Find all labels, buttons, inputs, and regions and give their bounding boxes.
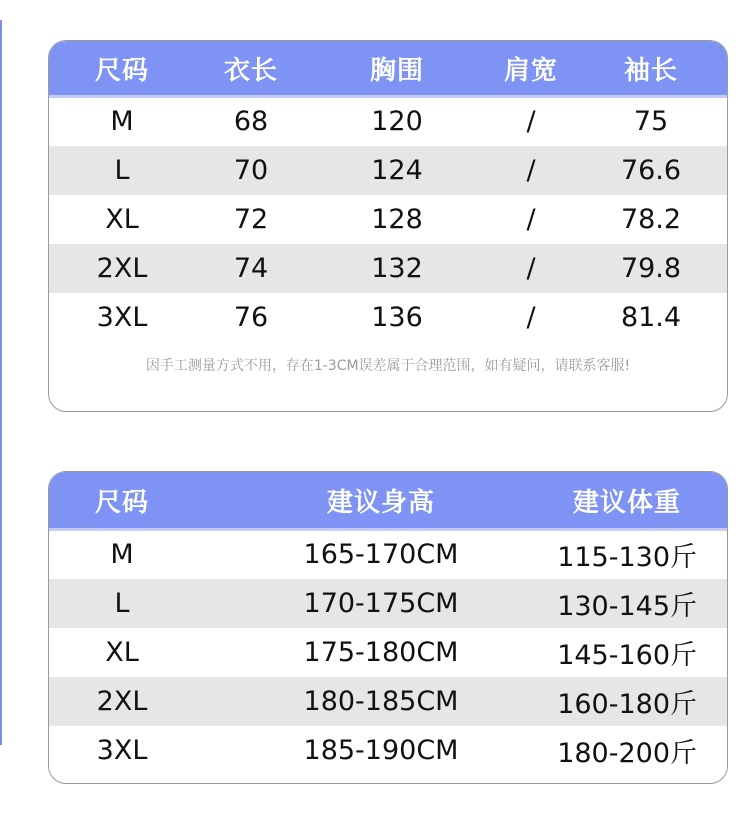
header-size: 尺码 <box>94 55 149 86</box>
table-row <box>49 97 727 146</box>
cell-height: 175-180CM <box>303 637 459 668</box>
cell-length: 70 <box>233 155 269 186</box>
table-row <box>49 628 727 677</box>
header-shoulder: 肩宽 <box>503 55 558 86</box>
cell-length: 74 <box>233 253 269 284</box>
cell-height: 170-175CM <box>303 588 459 619</box>
cell-length: 72 <box>233 204 269 235</box>
cell-size: L <box>114 588 130 619</box>
table-row <box>49 244 727 293</box>
measurement-note: 因手工测量方式不用，存在1-3CM误差属于合理范围，如有疑问，请联系客服! <box>145 358 631 374</box>
cell-weight: 180-200斤 <box>557 738 697 769</box>
cell-length: 68 <box>233 106 269 137</box>
cell-sleeve: 81.4 <box>620 302 682 333</box>
header-weight: 建议体重 <box>573 487 682 518</box>
cell-size: 3XL <box>96 735 148 766</box>
cell-length: 76 <box>233 302 269 333</box>
cell-size: XL <box>105 204 139 235</box>
cell-weight: 145-160斤 <box>557 640 697 671</box>
cell-height: 180-185CM <box>303 686 459 717</box>
cell-size: 2XL <box>96 686 148 717</box>
header-size: 尺码 <box>94 487 149 518</box>
cell-shoulder: / <box>526 253 536 284</box>
cell-chest: 136 <box>371 302 423 333</box>
cell-chest: 132 <box>371 253 423 284</box>
cell-size: 2XL <box>96 253 148 284</box>
table-row <box>49 146 727 195</box>
cell-sleeve: 76.6 <box>620 155 682 186</box>
header-height: 建议身高 <box>326 487 435 518</box>
cell-size: M <box>110 539 134 570</box>
cell-weight: 130-145斤 <box>557 591 697 622</box>
size-spec-header <box>49 41 727 98</box>
cell-shoulder: / <box>526 204 536 235</box>
header-sleeve: 袖长 <box>623 55 678 86</box>
cell-size: XL <box>105 637 139 668</box>
cell-sleeve: 78.2 <box>620 204 682 235</box>
size-recommendation-table <box>48 471 728 784</box>
table-row <box>49 579 727 628</box>
table-row <box>49 726 727 775</box>
cell-size: 3XL <box>96 302 148 333</box>
table-row <box>49 530 727 579</box>
cell-chest: 128 <box>371 204 423 235</box>
cell-chest: 124 <box>371 155 423 186</box>
table-row <box>49 195 727 244</box>
cell-weight: 160-180斤 <box>557 689 697 720</box>
cell-shoulder: / <box>526 155 536 186</box>
table-row <box>49 677 727 726</box>
cell-shoulder: / <box>526 302 536 333</box>
size-spec-table <box>48 40 728 412</box>
cell-size: M <box>110 106 134 137</box>
cell-sleeve: 79.8 <box>620 253 682 284</box>
recommendation-header <box>49 472 727 531</box>
cell-weight: 115-130斤 <box>557 542 697 573</box>
header-chest: 胸围 <box>369 55 424 86</box>
left-edge-stripe <box>0 20 2 745</box>
cell-height: 165-170CM <box>303 539 459 570</box>
cell-height: 185-190CM <box>303 735 459 766</box>
header-length: 衣长 <box>223 55 278 86</box>
cell-size: L <box>114 155 130 186</box>
table-row <box>49 293 727 342</box>
cell-shoulder: / <box>526 106 536 137</box>
cell-sleeve: 75 <box>633 106 669 137</box>
cell-chest: 120 <box>371 106 423 137</box>
